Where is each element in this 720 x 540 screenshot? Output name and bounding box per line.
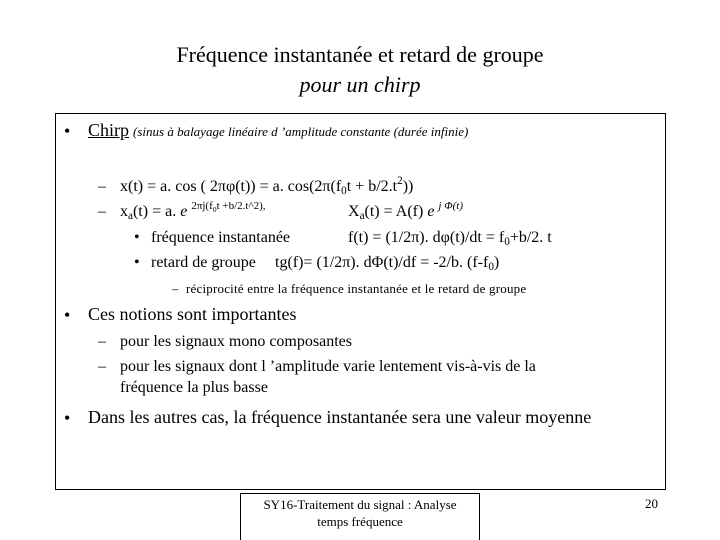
bullet-marker: • [134, 229, 140, 246]
chirp-label: Chirp [88, 120, 130, 140]
dash-marker: – [98, 178, 106, 195]
dash-marker: – [98, 358, 106, 375]
notions-heading: Ces notions sont importantes [88, 304, 297, 324]
equation-analytic-spectrum: $X_a(t) = A(f)$ e $^{j \Phi(t)}$ [348, 200, 463, 222]
reciprocite-text: réciprocité entre la fréquence instantanée et le retard de groupe [186, 281, 527, 296]
chirp-description: (sinus à balayage linéaire d ’amplitude constante (durée infinie) [133, 124, 469, 139]
equation-analytic-signal: $x_a(t) = a$. e $^{2\pi j(f_0t +b/2.t\^{}2),}$ [120, 200, 266, 222]
retard-label: retard de groupe [151, 254, 256, 271]
footer-line-2: temps fréquence [317, 514, 403, 529]
freq-formula: f(t) = (1/2π). $d\varphi(t)/dt = f_0+b/2$. t [348, 229, 552, 248]
notions-item: pour les signaux dont l ’amplitude varie lentement vis-à-vis de la [120, 358, 536, 375]
page-number: 20 [645, 496, 658, 511]
chirp-line [88, 120, 468, 141]
dash-marker: – [98, 203, 106, 220]
content-frame [55, 113, 666, 490]
dash-marker: – [98, 333, 106, 350]
footer-course [240, 496, 480, 530]
bullet-marker: • [134, 254, 140, 271]
bullet-marker: • [64, 408, 71, 428]
retard-formula: tg(f)= (1/2π). dΦ(t)/df = -2/b. $(f-f_0)$ [275, 254, 500, 273]
slide-title: Fréquence instantanée et retard de groupe [176, 42, 544, 67]
notions-item: pour les signaux mono composantes [120, 333, 352, 350]
footer-line-1: SY16-Traitement du signal : Analyse [263, 497, 457, 512]
dash-marker: – [172, 281, 179, 296]
freq-label: fréquence instantanée [151, 229, 291, 246]
slide-subtitle: pour un chirp [299, 72, 421, 97]
autres-text: Dans les autres cas, la fréquence instantanée sera une valeur moyenne [88, 407, 592, 427]
bullet-marker: • [64, 121, 71, 141]
bullet-marker: • [64, 305, 71, 325]
equation-signal: x(t) = a. cos ( 2πφ(t)) = a. $\cos(2\pi(f_0t + b/2.t^2))$ [120, 175, 414, 197]
notions-item-continuation: fréquence la plus basse [120, 379, 268, 396]
